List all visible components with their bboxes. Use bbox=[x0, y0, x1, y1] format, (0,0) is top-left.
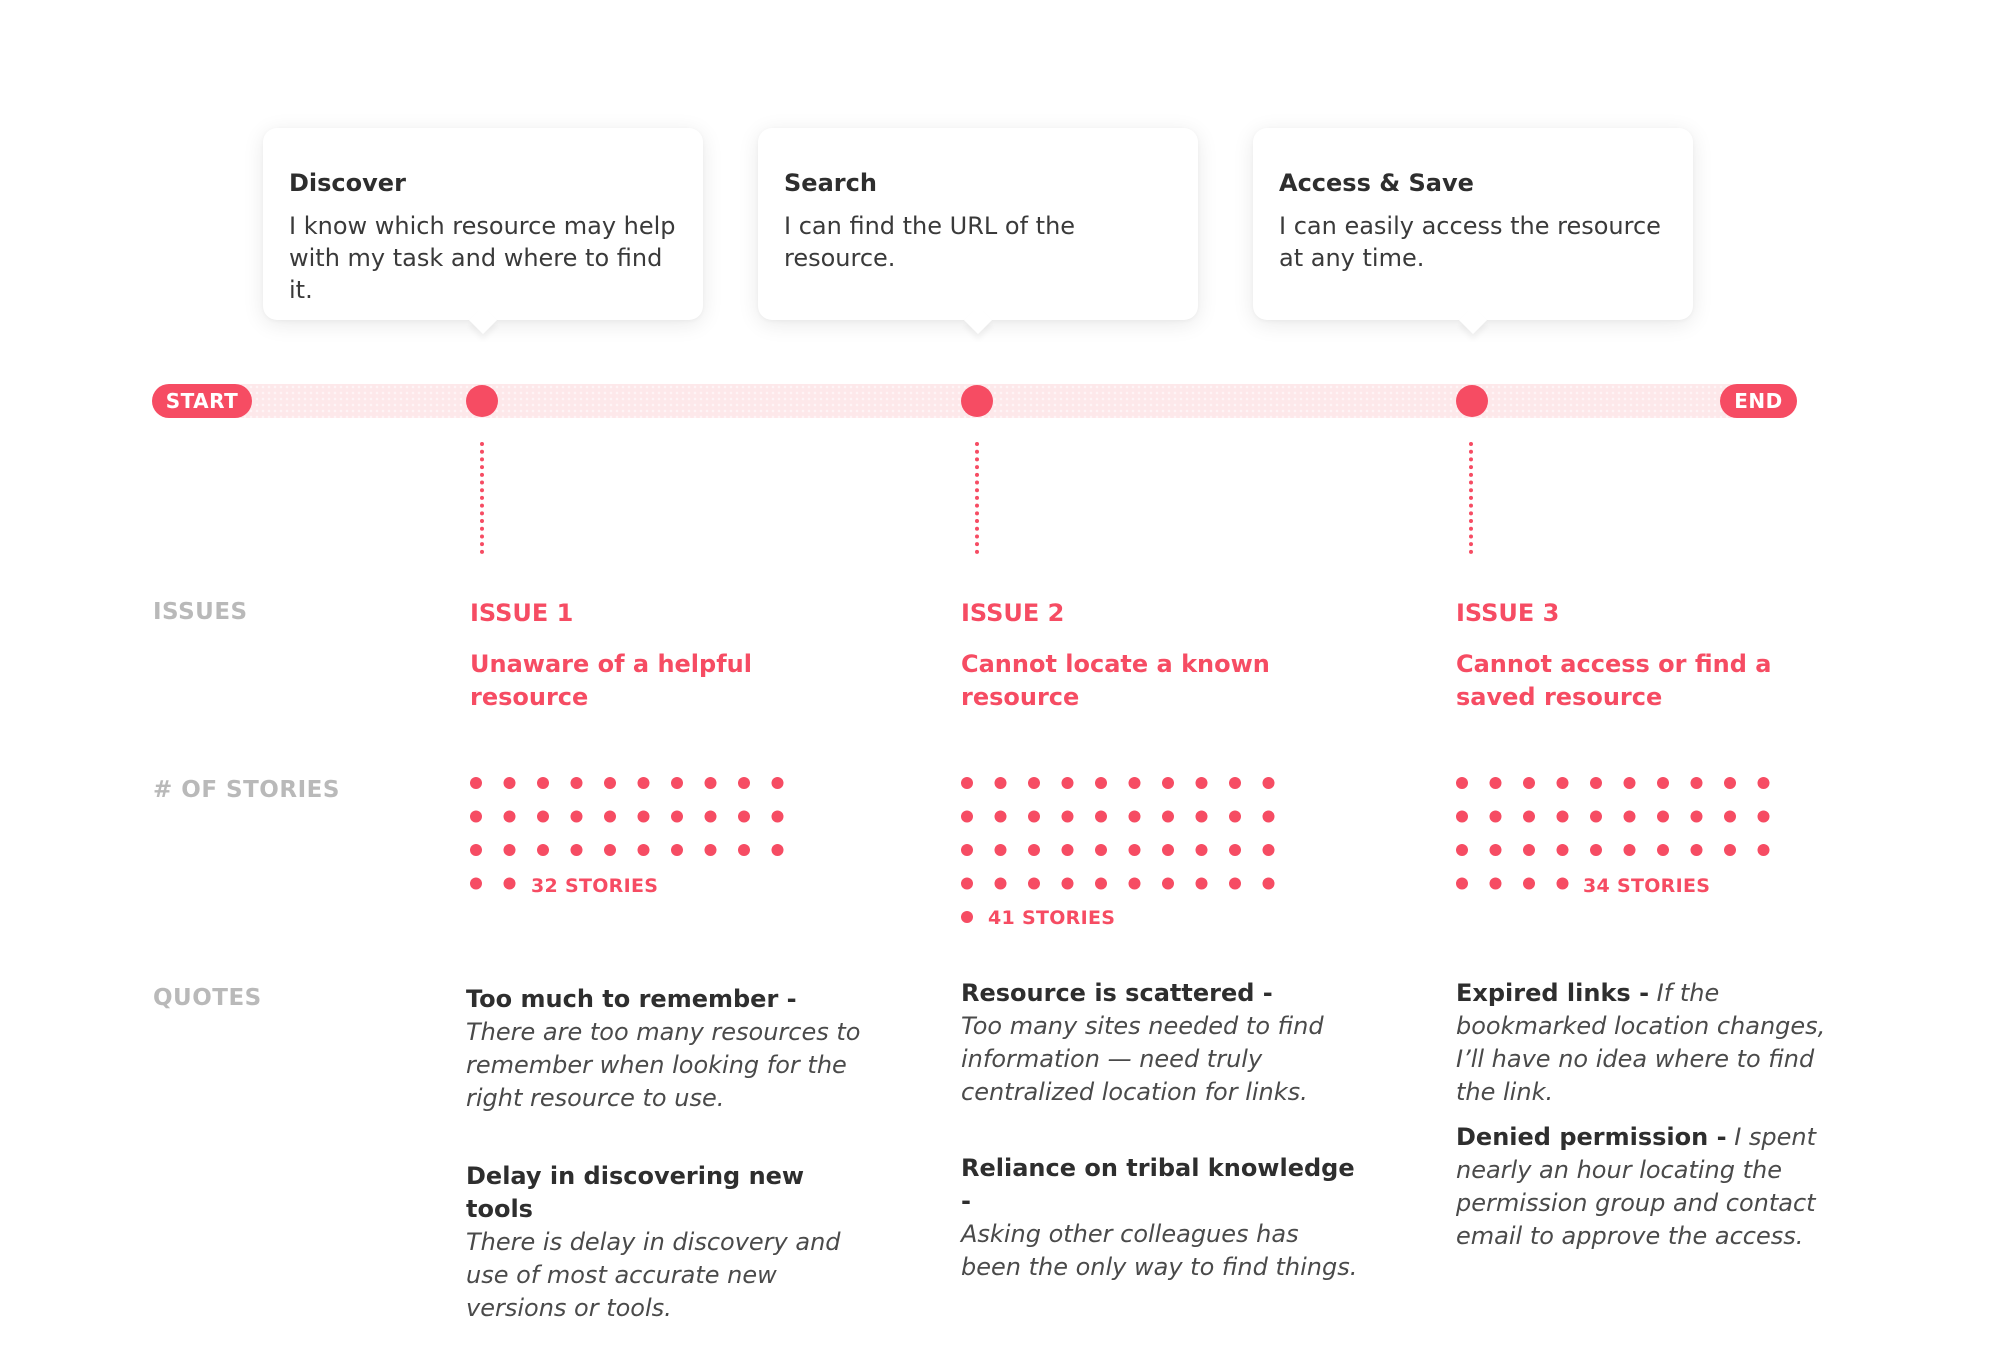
story-dot bbox=[961, 878, 973, 890]
story-dot bbox=[1095, 811, 1107, 823]
story-dot bbox=[1162, 777, 1174, 789]
story-dot bbox=[961, 811, 973, 823]
story-dot bbox=[1490, 878, 1502, 890]
story-dot bbox=[1657, 844, 1669, 856]
story-dot bbox=[1129, 844, 1141, 856]
story-dot bbox=[1758, 777, 1770, 789]
story-dot bbox=[571, 844, 583, 856]
story-dot bbox=[1229, 777, 1241, 789]
story-dot bbox=[470, 878, 482, 890]
connector-line bbox=[975, 442, 979, 554]
story-dot bbox=[1758, 844, 1770, 856]
stage-title: Search bbox=[784, 169, 877, 197]
story-dot bbox=[537, 811, 549, 823]
story-dot bbox=[995, 844, 1007, 856]
quote-block bbox=[466, 1160, 866, 1325]
story-dot bbox=[671, 811, 683, 823]
story-dot bbox=[1028, 777, 1040, 789]
story-dot bbox=[571, 777, 583, 789]
quote-title: Too much to remember - bbox=[466, 985, 797, 1013]
story-dot bbox=[1523, 811, 1535, 823]
quote-block bbox=[466, 983, 866, 1115]
story-dot bbox=[1456, 878, 1468, 890]
story-dot bbox=[705, 844, 717, 856]
row-label-issues: ISSUES bbox=[153, 599, 248, 625]
story-dot bbox=[1229, 811, 1241, 823]
story-dot bbox=[638, 844, 650, 856]
story-dot bbox=[961, 777, 973, 789]
stage-card-access-save bbox=[1253, 128, 1693, 320]
story-dot bbox=[1456, 777, 1468, 789]
story-dot bbox=[1129, 811, 1141, 823]
issue-number: ISSUE 1 bbox=[470, 599, 574, 627]
story-dot bbox=[1624, 844, 1636, 856]
story-dot bbox=[1691, 844, 1703, 856]
story-dot bbox=[772, 811, 784, 823]
story-dot bbox=[1162, 844, 1174, 856]
quote-body: Too many sites needed to find information — need truly centralized location for links. bbox=[961, 1012, 1324, 1106]
story-dot bbox=[470, 811, 482, 823]
timeline-node-discover bbox=[466, 385, 498, 417]
story-dot bbox=[1490, 777, 1502, 789]
story-dot bbox=[1263, 811, 1275, 823]
story-dot bbox=[1229, 878, 1241, 890]
story-dot bbox=[1456, 811, 1468, 823]
story-dot bbox=[1196, 811, 1208, 823]
story-dot bbox=[1095, 777, 1107, 789]
story-dot bbox=[671, 777, 683, 789]
story-dot bbox=[537, 777, 549, 789]
row-label-quotes: QUOTES bbox=[153, 985, 262, 1011]
story-dot bbox=[961, 844, 973, 856]
story-dot bbox=[1263, 777, 1275, 789]
story-dot bbox=[1724, 811, 1736, 823]
story-dot bbox=[772, 844, 784, 856]
story-dot bbox=[604, 811, 616, 823]
timeline-node-access-save bbox=[1456, 385, 1488, 417]
story-count-label: 41 STORIES bbox=[988, 907, 1116, 929]
story-dot bbox=[1724, 777, 1736, 789]
story-dot bbox=[995, 811, 1007, 823]
story-dot bbox=[1523, 844, 1535, 856]
quote-title: Delay in discovering new tools bbox=[466, 1162, 805, 1223]
story-dot bbox=[738, 811, 750, 823]
story-dot bbox=[1062, 878, 1074, 890]
quote-title: Denied permission - bbox=[1456, 1123, 1727, 1151]
timeline-start-badge: START bbox=[152, 384, 252, 418]
story-dot bbox=[504, 844, 516, 856]
story-dot bbox=[470, 777, 482, 789]
story-dot bbox=[1523, 777, 1535, 789]
story-dot bbox=[604, 844, 616, 856]
story-dot bbox=[638, 811, 650, 823]
story-dot bbox=[571, 811, 583, 823]
story-dot bbox=[1624, 777, 1636, 789]
quote-body: There is delay in discovery and use of most accurate new versions or tools. bbox=[466, 1228, 841, 1322]
story-dot bbox=[671, 844, 683, 856]
connector-line bbox=[1469, 442, 1473, 554]
story-dot bbox=[1490, 811, 1502, 823]
story-dot bbox=[1129, 777, 1141, 789]
story-dot bbox=[705, 777, 717, 789]
story-dot bbox=[1624, 811, 1636, 823]
issue-description: Unaware of a helpful resource bbox=[470, 650, 752, 711]
story-dot bbox=[1590, 844, 1602, 856]
stage-title: Access & Save bbox=[1279, 169, 1474, 197]
quote-block bbox=[961, 1152, 1361, 1284]
story-dot bbox=[1028, 844, 1040, 856]
story-dot bbox=[1028, 878, 1040, 890]
story-dot bbox=[705, 811, 717, 823]
story-dot bbox=[1196, 844, 1208, 856]
story-dot bbox=[1691, 777, 1703, 789]
story-dot bbox=[1657, 811, 1669, 823]
quote-body: Asking other colleagues has been the only way to find things. bbox=[961, 1220, 1358, 1281]
story-dot bbox=[1523, 878, 1535, 890]
story-dot bbox=[1229, 844, 1241, 856]
story-dot bbox=[470, 844, 482, 856]
quote-body: I spent nearly an hour locating the permission group and contact email to approve the access. bbox=[1456, 1123, 1817, 1250]
story-count-label: 32 STORIES bbox=[531, 875, 659, 897]
story-dot bbox=[1095, 878, 1107, 890]
story-dot bbox=[1456, 844, 1468, 856]
stage-card-search bbox=[758, 128, 1198, 320]
story-dot bbox=[537, 844, 549, 856]
story-dot bbox=[1557, 844, 1569, 856]
quote-title: Reliance on tribal knowledge - bbox=[961, 1154, 1355, 1215]
story-dot bbox=[1724, 844, 1736, 856]
story-dot bbox=[995, 777, 1007, 789]
story-dot bbox=[1490, 844, 1502, 856]
story-dot bbox=[1557, 878, 1569, 890]
stage-description: I can find the URL of the resource. bbox=[784, 212, 1076, 272]
story-dot bbox=[1196, 878, 1208, 890]
timeline-end-badge: END bbox=[1720, 384, 1797, 418]
quote-title: Expired links - bbox=[1456, 979, 1650, 1007]
story-dot bbox=[1263, 844, 1275, 856]
story-dot bbox=[738, 777, 750, 789]
story-dot bbox=[738, 844, 750, 856]
story-dot bbox=[604, 777, 616, 789]
story-dot bbox=[504, 777, 516, 789]
story-dot bbox=[1691, 811, 1703, 823]
story-dot bbox=[961, 911, 973, 923]
timeline-node-search bbox=[961, 385, 993, 417]
story-dot bbox=[1758, 811, 1770, 823]
story-dot bbox=[1129, 878, 1141, 890]
quote-body: There are too many resources to remember when looking for the right resource to use. bbox=[466, 1018, 861, 1112]
story-dot bbox=[1557, 777, 1569, 789]
story-dot bbox=[504, 811, 516, 823]
row-label-stories: # OF STORIES bbox=[153, 777, 340, 803]
story-dot bbox=[1162, 878, 1174, 890]
issue-description: Cannot access or find a saved resource bbox=[1456, 650, 1772, 711]
quote-body: If the bookmarked location changes, I’ll have no idea where to find the link. bbox=[1456, 979, 1826, 1106]
issue-number: ISSUE 2 bbox=[961, 599, 1065, 627]
story-dot bbox=[1557, 811, 1569, 823]
stage-card-discover bbox=[263, 128, 703, 320]
story-dot bbox=[1590, 811, 1602, 823]
story-dot bbox=[1162, 811, 1174, 823]
story-count-label: 34 STORIES bbox=[1583, 875, 1711, 897]
story-dot bbox=[772, 777, 784, 789]
issue-description: Cannot locate a known resource bbox=[961, 650, 1270, 711]
story-dot bbox=[1062, 844, 1074, 856]
story-dot bbox=[504, 878, 516, 890]
quote-block bbox=[961, 977, 1361, 1109]
story-dot bbox=[1062, 811, 1074, 823]
issue-number: ISSUE 3 bbox=[1456, 599, 1560, 627]
stage-description: I can easily access the resource at any time. bbox=[1279, 212, 1661, 272]
story-dot bbox=[1095, 844, 1107, 856]
story-dot bbox=[1062, 777, 1074, 789]
story-dot bbox=[1590, 777, 1602, 789]
story-dot bbox=[638, 777, 650, 789]
story-dot bbox=[1028, 811, 1040, 823]
quote-block bbox=[1456, 1121, 1856, 1253]
story-dot bbox=[1657, 777, 1669, 789]
story-dot bbox=[1196, 777, 1208, 789]
connector-line bbox=[480, 442, 484, 554]
stage-description: I know which resource may help with my task and where to find it. bbox=[289, 212, 676, 304]
quote-title: Resource is scattered - bbox=[961, 979, 1273, 1007]
quote-block bbox=[1456, 977, 1856, 1109]
story-dot bbox=[995, 878, 1007, 890]
story-dot bbox=[1263, 878, 1275, 890]
stage-title: Discover bbox=[289, 169, 406, 197]
